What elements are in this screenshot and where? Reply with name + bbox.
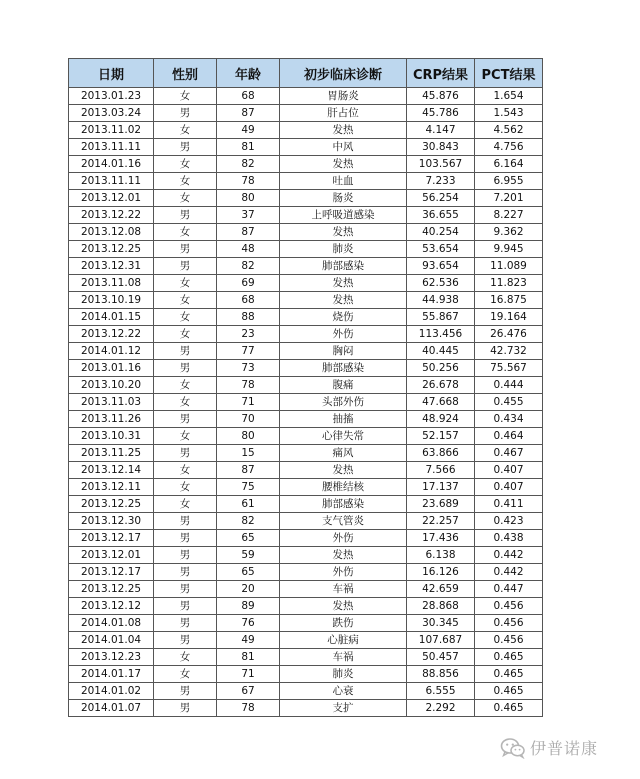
- cell-diagnosis: 发热: [280, 122, 407, 139]
- cell-age: 67: [217, 683, 280, 700]
- cell-crp: 26.678: [407, 377, 475, 394]
- cell-date: 2013.01.16: [69, 360, 154, 377]
- cell-crp: 55.867: [407, 309, 475, 326]
- table-row: [69, 632, 543, 649]
- cell-age: 81: [217, 649, 280, 666]
- table-row: [69, 156, 543, 173]
- cell-diagnosis: 肺部感染: [280, 496, 407, 513]
- cell-crp: 16.126: [407, 564, 475, 581]
- table-row: [69, 139, 543, 156]
- cell-age: 65: [217, 564, 280, 581]
- cell-sex: 女: [154, 326, 217, 343]
- cell-crp: 30.345: [407, 615, 475, 632]
- cell-crp: 17.436: [407, 530, 475, 547]
- cell-diagnosis: 胸闷: [280, 343, 407, 360]
- cell-pct: 0.456: [475, 632, 543, 649]
- cell-age: 87: [217, 105, 280, 122]
- cell-diagnosis: 上呼吸道感染: [280, 207, 407, 224]
- cell-diagnosis: 烧伤: [280, 309, 407, 326]
- cell-crp: 17.137: [407, 479, 475, 496]
- cell-diagnosis: 头部外伤: [280, 394, 407, 411]
- table-row: [69, 326, 543, 343]
- cell-sex: 男: [154, 700, 217, 717]
- cell-sex: 女: [154, 122, 217, 139]
- cell-crp: 53.654: [407, 241, 475, 258]
- cell-diagnosis: 跌伤: [280, 615, 407, 632]
- cell-diagnosis: 肝占位: [280, 105, 407, 122]
- cell-sex: 女: [154, 156, 217, 173]
- table-row: [69, 683, 543, 700]
- cell-age: 89: [217, 598, 280, 615]
- cell-diagnosis: 中风: [280, 139, 407, 156]
- cell-date: 2013.12.01: [69, 547, 154, 564]
- table-row: [69, 530, 543, 547]
- cell-date: 2014.01.04: [69, 632, 154, 649]
- table-row: [69, 666, 543, 683]
- cell-age: 88: [217, 309, 280, 326]
- table-row: [69, 615, 543, 632]
- cell-age: 49: [217, 122, 280, 139]
- cell-age: 49: [217, 632, 280, 649]
- cell-age: 78: [217, 377, 280, 394]
- cell-date: 2013.12.14: [69, 462, 154, 479]
- cell-date: 2013.12.17: [69, 530, 154, 547]
- table-row: [69, 496, 543, 513]
- cell-sex: 男: [154, 513, 217, 530]
- cell-sex: 女: [154, 666, 217, 683]
- cell-crp: 50.256: [407, 360, 475, 377]
- cell-pct: 0.442: [475, 547, 543, 564]
- watermark-text: 伊普诺康: [530, 739, 599, 758]
- cell-age: 81: [217, 139, 280, 156]
- cell-sex: 男: [154, 411, 217, 428]
- cell-diagnosis: 心衰: [280, 683, 407, 700]
- cell-crp: 22.257: [407, 513, 475, 530]
- cell-age: 87: [217, 224, 280, 241]
- cell-pct: 6.955: [475, 173, 543, 190]
- table-row: [69, 445, 543, 462]
- lab-results-table: [68, 58, 543, 717]
- cell-age: 80: [217, 428, 280, 445]
- cell-crp: 45.786: [407, 105, 475, 122]
- table-row: [69, 428, 543, 445]
- cell-sex: 男: [154, 564, 217, 581]
- header-crp: CRP结果: [407, 59, 475, 88]
- results-sheet: [68, 58, 543, 717]
- cell-crp: 28.868: [407, 598, 475, 615]
- cell-date: 2013.03.24: [69, 105, 154, 122]
- cell-pct: 0.456: [475, 615, 543, 632]
- cell-date: 2014.01.15: [69, 309, 154, 326]
- cell-age: 65: [217, 530, 280, 547]
- cell-crp: 107.687: [407, 632, 475, 649]
- cell-date: 2013.10.19: [69, 292, 154, 309]
- table-header-row: [69, 59, 543, 88]
- cell-sex: 男: [154, 615, 217, 632]
- cell-crp: 7.233: [407, 173, 475, 190]
- cell-sex: 女: [154, 173, 217, 190]
- cell-age: 69: [217, 275, 280, 292]
- cell-crp: 44.938: [407, 292, 475, 309]
- table-row: [69, 224, 543, 241]
- cell-sex: 男: [154, 530, 217, 547]
- cell-crp: 62.536: [407, 275, 475, 292]
- cell-date: 2013.12.25: [69, 241, 154, 258]
- table-row: [69, 411, 543, 428]
- cell-pct: 9.945: [475, 241, 543, 258]
- cell-crp: 93.654: [407, 258, 475, 275]
- table-row: [69, 377, 543, 394]
- cell-pct: 0.456: [475, 598, 543, 615]
- cell-pct: 0.442: [475, 564, 543, 581]
- header-age: 年龄: [217, 59, 280, 88]
- cell-pct: 0.447: [475, 581, 543, 598]
- cell-sex: 女: [154, 224, 217, 241]
- cell-diagnosis: 发热: [280, 462, 407, 479]
- table-row: [69, 479, 543, 496]
- table-body: [69, 88, 543, 717]
- cell-sex: 女: [154, 462, 217, 479]
- cell-diagnosis: 腹痛: [280, 377, 407, 394]
- cell-crp: 40.445: [407, 343, 475, 360]
- cell-pct: 0.465: [475, 649, 543, 666]
- cell-sex: 男: [154, 139, 217, 156]
- cell-sex: 男: [154, 207, 217, 224]
- cell-age: 70: [217, 411, 280, 428]
- cell-date: 2014.01.17: [69, 666, 154, 683]
- cell-pct: 26.476: [475, 326, 543, 343]
- cell-age: 48: [217, 241, 280, 258]
- cell-diagnosis: 腰椎结核: [280, 479, 407, 496]
- cell-diagnosis: 车祸: [280, 649, 407, 666]
- cell-diagnosis: 外伤: [280, 564, 407, 581]
- cell-age: 77: [217, 343, 280, 360]
- cell-crp: 113.456: [407, 326, 475, 343]
- cell-age: 23: [217, 326, 280, 343]
- cell-diagnosis: 发热: [280, 275, 407, 292]
- cell-pct: 0.407: [475, 479, 543, 496]
- cell-age: 78: [217, 173, 280, 190]
- table-row: [69, 292, 543, 309]
- cell-date: 2013.11.11: [69, 139, 154, 156]
- cell-age: 37: [217, 207, 280, 224]
- table-row: [69, 241, 543, 258]
- cell-date: 2013.10.31: [69, 428, 154, 445]
- cell-diagnosis: 支扩: [280, 700, 407, 717]
- cell-pct: 0.438: [475, 530, 543, 547]
- cell-crp: 88.856: [407, 666, 475, 683]
- cell-date: 2013.01.23: [69, 88, 154, 105]
- cell-age: 20: [217, 581, 280, 598]
- cell-crp: 47.668: [407, 394, 475, 411]
- cell-sex: 男: [154, 343, 217, 360]
- cell-date: 2013.11.26: [69, 411, 154, 428]
- cell-pct: 42.732: [475, 343, 543, 360]
- cell-pct: 0.465: [475, 666, 543, 683]
- header-sex: 性别: [154, 59, 217, 88]
- cell-date: 2014.01.12: [69, 343, 154, 360]
- cell-pct: 0.455: [475, 394, 543, 411]
- cell-pct: 11.089: [475, 258, 543, 275]
- cell-age: 82: [217, 258, 280, 275]
- table-row: [69, 598, 543, 615]
- cell-crp: 2.292: [407, 700, 475, 717]
- cell-pct: 0.465: [475, 683, 543, 700]
- table-row: [69, 122, 543, 139]
- cell-diagnosis: 外伤: [280, 326, 407, 343]
- cell-sex: 女: [154, 309, 217, 326]
- table-row: [69, 343, 543, 360]
- cell-diagnosis: 胃肠炎: [280, 88, 407, 105]
- cell-crp: 30.843: [407, 139, 475, 156]
- cell-diagnosis: 肺部感染: [280, 360, 407, 377]
- cell-age: 76: [217, 615, 280, 632]
- cell-date: 2013.12.31: [69, 258, 154, 275]
- cell-diagnosis: 发热: [280, 156, 407, 173]
- cell-date: 2013.12.12: [69, 598, 154, 615]
- table-row: [69, 547, 543, 564]
- cell-date: 2013.12.01: [69, 190, 154, 207]
- cell-sex: 女: [154, 649, 217, 666]
- table-row: [69, 649, 543, 666]
- header-diagnosis: 初步临床诊断: [280, 59, 407, 88]
- cell-date: 2013.12.25: [69, 581, 154, 598]
- cell-age: 78: [217, 700, 280, 717]
- cell-crp: 63.866: [407, 445, 475, 462]
- cell-sex: 男: [154, 258, 217, 275]
- cell-pct: 0.444: [475, 377, 543, 394]
- cell-pct: 75.567: [475, 360, 543, 377]
- cell-pct: 0.434: [475, 411, 543, 428]
- cell-sex: 男: [154, 598, 217, 615]
- table-row: [69, 258, 543, 275]
- cell-diagnosis: 肺部感染: [280, 258, 407, 275]
- cell-crp: 7.566: [407, 462, 475, 479]
- cell-crp: 42.659: [407, 581, 475, 598]
- header-pct: PCT结果: [475, 59, 543, 88]
- watermark: [500, 736, 598, 759]
- cell-diagnosis: 发热: [280, 224, 407, 241]
- cell-sex: 女: [154, 190, 217, 207]
- table-row: [69, 173, 543, 190]
- cell-diagnosis: 外伤: [280, 530, 407, 547]
- cell-crp: 56.254: [407, 190, 475, 207]
- cell-sex: 男: [154, 360, 217, 377]
- cell-diagnosis: 吐血: [280, 173, 407, 190]
- table-row: [69, 700, 543, 717]
- cell-crp: 36.655: [407, 207, 475, 224]
- cell-pct: 9.362: [475, 224, 543, 241]
- cell-date: 2014.01.07: [69, 700, 154, 717]
- cell-diagnosis: 肺炎: [280, 666, 407, 683]
- cell-crp: 50.457: [407, 649, 475, 666]
- cell-pct: 4.756: [475, 139, 543, 156]
- cell-date: 2013.11.25: [69, 445, 154, 462]
- wechat-icon: [500, 737, 526, 759]
- cell-pct: 0.467: [475, 445, 543, 462]
- cell-age: 71: [217, 394, 280, 411]
- cell-date: 2013.12.22: [69, 207, 154, 224]
- cell-crp: 103.567: [407, 156, 475, 173]
- cell-sex: 男: [154, 632, 217, 649]
- cell-diagnosis: 痛风: [280, 445, 407, 462]
- cell-date: 2014.01.08: [69, 615, 154, 632]
- cell-date: 2013.11.03: [69, 394, 154, 411]
- header-date: 日期: [69, 59, 154, 88]
- cell-diagnosis: 发热: [280, 292, 407, 309]
- cell-diagnosis: 心律失常: [280, 428, 407, 445]
- cell-pct: 0.465: [475, 700, 543, 717]
- cell-pct: 7.201: [475, 190, 543, 207]
- cell-sex: 女: [154, 394, 217, 411]
- cell-sex: 男: [154, 445, 217, 462]
- cell-date: 2013.10.20: [69, 377, 154, 394]
- cell-pct: 0.407: [475, 462, 543, 479]
- cell-sex: 女: [154, 88, 217, 105]
- table-row: [69, 105, 543, 122]
- cell-date: 2014.01.16: [69, 156, 154, 173]
- cell-age: 71: [217, 666, 280, 683]
- table-row: [69, 275, 543, 292]
- table-row: [69, 462, 543, 479]
- table-row: [69, 394, 543, 411]
- cell-sex: 男: [154, 547, 217, 564]
- cell-pct: 0.411: [475, 496, 543, 513]
- table-row: [69, 581, 543, 598]
- cell-age: 82: [217, 156, 280, 173]
- cell-sex: 男: [154, 105, 217, 122]
- cell-crp: 40.254: [407, 224, 475, 241]
- cell-pct: 11.823: [475, 275, 543, 292]
- cell-pct: 6.164: [475, 156, 543, 173]
- cell-date: 2013.12.08: [69, 224, 154, 241]
- cell-crp: 45.876: [407, 88, 475, 105]
- cell-age: 68: [217, 88, 280, 105]
- cell-pct: 16.875: [475, 292, 543, 309]
- cell-crp: 52.157: [407, 428, 475, 445]
- cell-age: 15: [217, 445, 280, 462]
- cell-date: 2013.11.08: [69, 275, 154, 292]
- cell-diagnosis: 发热: [280, 547, 407, 564]
- cell-pct: 8.227: [475, 207, 543, 224]
- cell-sex: 女: [154, 292, 217, 309]
- cell-diagnosis: 抽搐: [280, 411, 407, 428]
- cell-diagnosis: 发热: [280, 598, 407, 615]
- cell-date: 2013.12.30: [69, 513, 154, 530]
- cell-diagnosis: 肠炎: [280, 190, 407, 207]
- cell-age: 61: [217, 496, 280, 513]
- table-row: [69, 190, 543, 207]
- cell-sex: 女: [154, 479, 217, 496]
- cell-diagnosis: 心脏病: [280, 632, 407, 649]
- cell-crp: 48.924: [407, 411, 475, 428]
- cell-pct: 0.423: [475, 513, 543, 530]
- cell-sex: 女: [154, 428, 217, 445]
- cell-pct: 19.164: [475, 309, 543, 326]
- cell-date: 2013.12.25: [69, 496, 154, 513]
- table-row: [69, 309, 543, 326]
- cell-age: 73: [217, 360, 280, 377]
- cell-date: 2014.01.02: [69, 683, 154, 700]
- cell-pct: 1.654: [475, 88, 543, 105]
- cell-pct: 1.543: [475, 105, 543, 122]
- cell-age: 82: [217, 513, 280, 530]
- cell-diagnosis: 支气管炎: [280, 513, 407, 530]
- cell-date: 2013.12.17: [69, 564, 154, 581]
- cell-date: 2013.11.02: [69, 122, 154, 139]
- cell-crp: 4.147: [407, 122, 475, 139]
- table-row: [69, 513, 543, 530]
- cell-sex: 男: [154, 581, 217, 598]
- cell-crp: 6.138: [407, 547, 475, 564]
- cell-date: 2013.12.23: [69, 649, 154, 666]
- cell-sex: 女: [154, 275, 217, 292]
- cell-sex: 男: [154, 241, 217, 258]
- cell-age: 87: [217, 462, 280, 479]
- table-row: [69, 88, 543, 105]
- cell-sex: 女: [154, 496, 217, 513]
- cell-date: 2013.12.11: [69, 479, 154, 496]
- cell-age: 68: [217, 292, 280, 309]
- cell-diagnosis: 车祸: [280, 581, 407, 598]
- cell-age: 75: [217, 479, 280, 496]
- cell-date: 2013.11.11: [69, 173, 154, 190]
- cell-date: 2013.12.22: [69, 326, 154, 343]
- cell-crp: 23.689: [407, 496, 475, 513]
- cell-pct: 0.464: [475, 428, 543, 445]
- cell-diagnosis: 肺炎: [280, 241, 407, 258]
- cell-sex: 男: [154, 683, 217, 700]
- cell-age: 59: [217, 547, 280, 564]
- cell-crp: 6.555: [407, 683, 475, 700]
- table-row: [69, 360, 543, 377]
- cell-sex: 女: [154, 377, 217, 394]
- cell-age: 80: [217, 190, 280, 207]
- table-row: [69, 564, 543, 581]
- cell-pct: 4.562: [475, 122, 543, 139]
- table-row: [69, 207, 543, 224]
